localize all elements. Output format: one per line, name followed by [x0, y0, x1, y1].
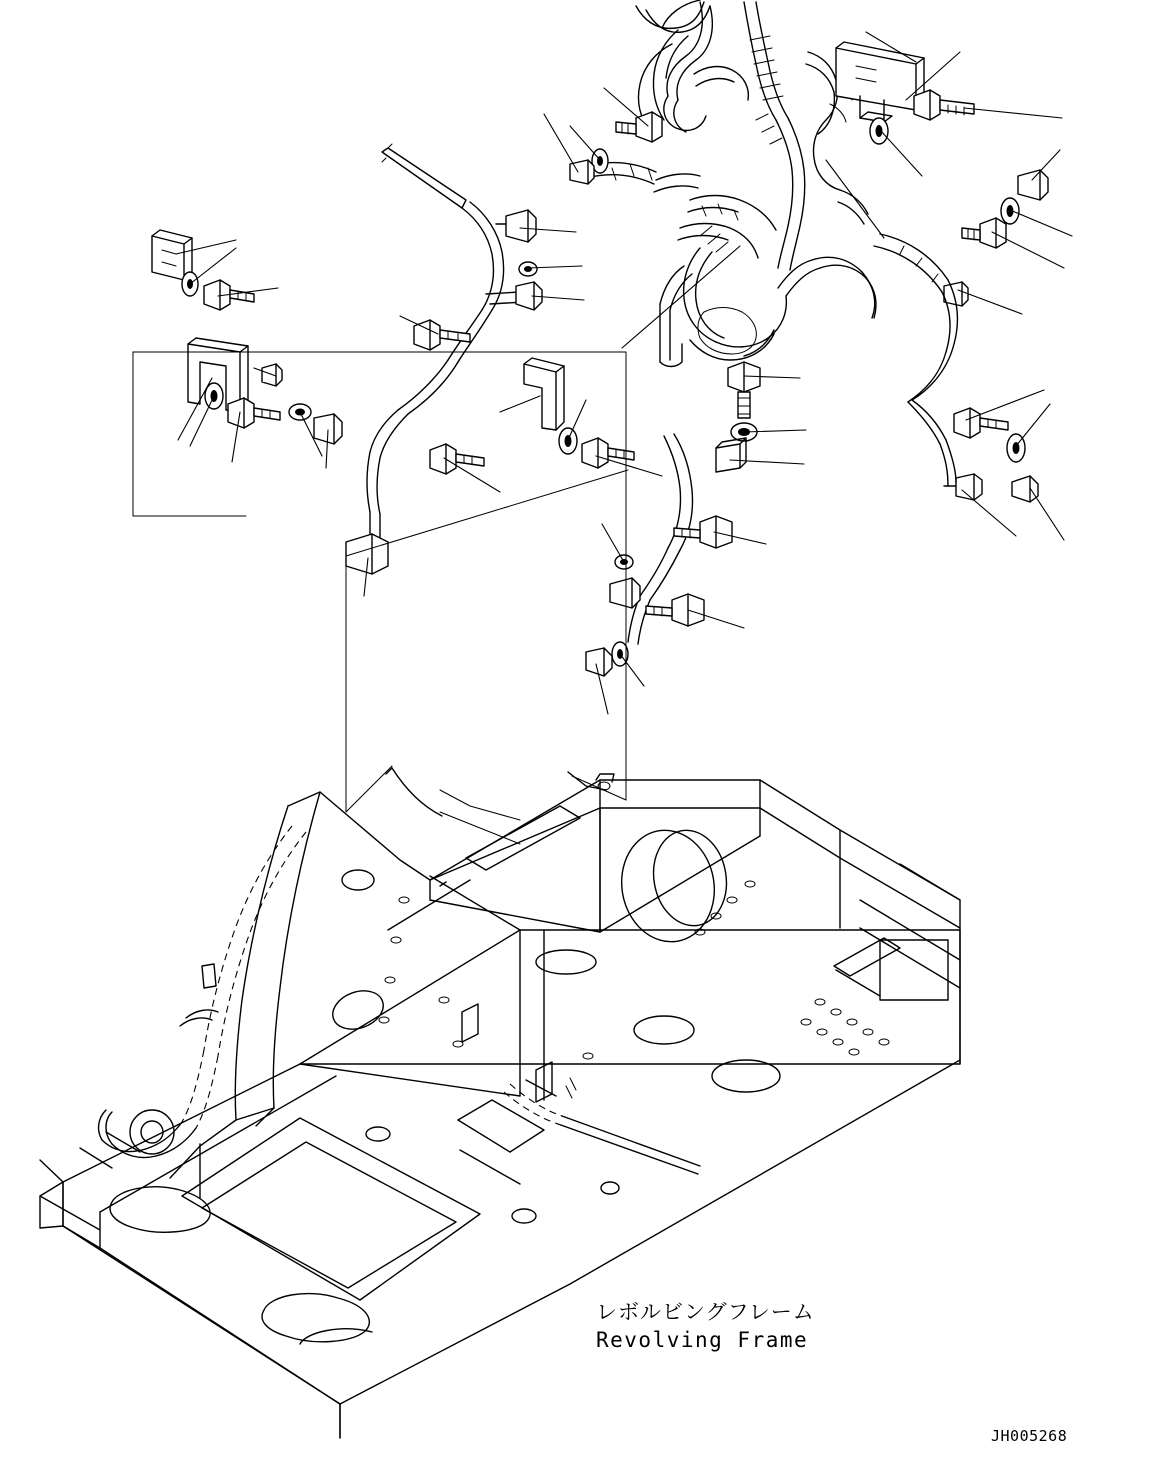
hex-bolt	[954, 408, 1008, 438]
clamp-bracket	[524, 358, 564, 430]
revolving-frame-body	[40, 768, 960, 1438]
drawing-number: JH005268	[991, 1427, 1068, 1445]
caption-japanese: レボルビングフレーム	[596, 1301, 815, 1324]
plain-washer	[519, 262, 537, 276]
bolt-hole-row	[379, 897, 593, 1059]
hex-bolt	[914, 90, 974, 120]
hex-bolt	[430, 444, 484, 474]
tube-fitting	[496, 210, 536, 242]
hex-bolt	[962, 218, 1006, 248]
connector-plug	[1012, 476, 1038, 502]
hex-bolt	[728, 362, 760, 418]
caption-english: Revolving Frame	[596, 1328, 809, 1352]
bolt-hole-row	[695, 881, 755, 935]
harness-bracket-left	[152, 230, 192, 280]
harness-bracket-upper-right	[836, 42, 924, 122]
plain-washer	[559, 428, 577, 454]
bolt-hole-row	[801, 999, 889, 1055]
tube-fitting	[610, 578, 640, 608]
plain-washer	[870, 118, 888, 144]
hex-bolt	[228, 398, 280, 428]
hex-bolt	[616, 112, 662, 142]
wiring-harness-main	[586, 0, 876, 367]
hex-bolt	[646, 594, 704, 626]
tube-fitting	[586, 648, 612, 676]
exploded-upper-assembly	[133, 0, 1072, 800]
plain-washer	[1001, 198, 1019, 224]
tube-fitting	[944, 474, 982, 500]
clamp-bracket	[716, 438, 746, 472]
connector-plug	[1018, 170, 1048, 200]
hex-bolt	[414, 320, 470, 350]
